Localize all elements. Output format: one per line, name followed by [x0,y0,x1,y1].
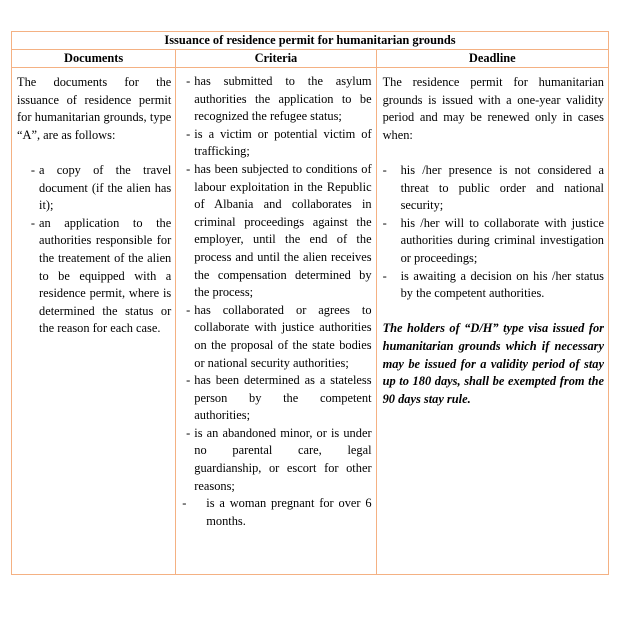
table-title: Issuance of residence permit for humanitarian grounds [12,32,609,50]
deadline-item: - his /her presence is not considered a threat to public order and national security; [382,162,604,213]
criteria-item: - is a victim or potential victim of trafficking; [186,126,372,159]
criteria-item: - has been subjected to conditions of labour exploitation in the Republic of Albania and collaborates in criminal proceedings against the employer, until the end of the process and until the alien receives the compensation determined by the process; [186,161,372,300]
criteria-item: - is a woman pregnant for over 6 months. [182,496,372,528]
documents-intro: The documents for the issuance of residence permit for humanitarian grounds, type “A”, are as follows: [17,75,172,142]
criteria-item: - is an abandoned minor, or is under no parental care, legal guardianship, or escort for other reasons; [186,425,372,493]
criteria-cell [176,68,376,575]
header-documents: Documents [12,50,176,68]
header-criteria: Criteria [176,50,376,68]
header-deadline: Deadline [376,50,608,68]
visa-note: The holders of “D/H” type visa issued for humanitarian grounds which if necessary may be issued for a validity period of stay up to 180 days, shall be exempted from the 90 days stay rule. [382,321,604,406]
deadline-intro: The residence permit for humanitarian grounds is issued with a one-year validity period and may be renewed only in cases when: [382,75,604,142]
criteria-item: - has submitted to the asylum authorities the application to be recognized the refugee status; [186,74,372,124]
criteria-item: - has been determined as a stateless person by the competent authorities; [186,373,372,423]
documents-cell [12,68,176,575]
criteria-item: - has collaborated or agrees to collaborate with justice authorities on the proposal of the state bodies or national security authorities; [186,302,372,370]
residence-permit-table [11,31,609,575]
document-item: - an application to the authorities responsible for the treatement of the alien to be equipped with a residence permit, where is determined the status or the reason for each case. [30,215,172,336]
deadline-item: - his /her will to collaborate with justice authorities during criminal investigation or proceedings; [382,215,604,265]
deadline-item: - is awaiting a decision on his /her status by the competent authorities. [382,268,604,301]
deadline-cell [376,68,608,575]
document-item: - a copy of the travel document (if the alien has it); [30,162,172,213]
